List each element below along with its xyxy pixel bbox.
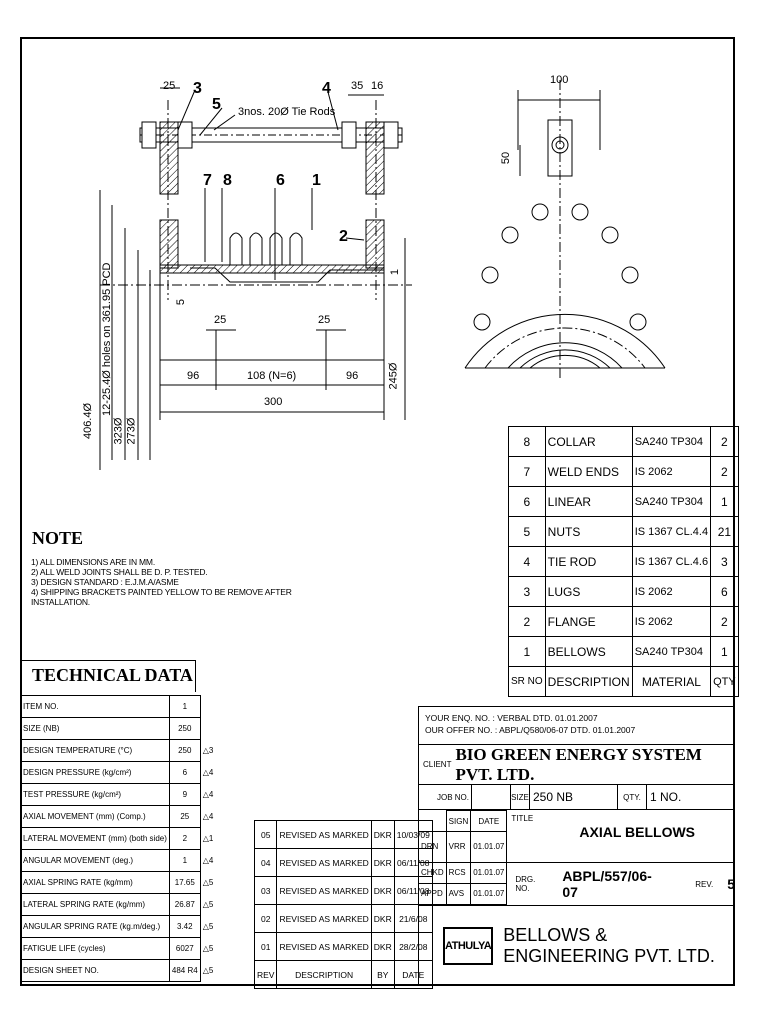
- tech-value: 26.87: [169, 894, 200, 916]
- tie-rods-label: 3nos. 20Ø Tie Rods: [238, 106, 336, 118]
- tech-value: 484 R4: [169, 960, 200, 982]
- table-row: [509, 577, 739, 607]
- table-header-row: [509, 667, 739, 697]
- tech-value: 1: [169, 850, 200, 872]
- dim-273: 273Ø: [125, 417, 138, 445]
- part-qty: 1: [711, 487, 739, 517]
- table-row: [21, 828, 216, 850]
- table-row: [509, 547, 739, 577]
- table-row: [509, 427, 739, 457]
- part-desc: NUTS: [545, 517, 632, 547]
- enquiry-box: [419, 707, 735, 745]
- appd-label: APPD: [419, 883, 446, 904]
- athulya-logo: ATHULYA: [443, 927, 493, 965]
- rev-date: 28/2/08: [394, 933, 432, 961]
- tech-value: 2: [169, 828, 200, 850]
- dim-1: 1: [389, 268, 402, 276]
- table-row: [21, 806, 216, 828]
- drg-number: ABPL/557/06-07: [562, 868, 652, 900]
- tech-label: DESIGN SHEET NO.: [21, 960, 170, 982]
- chkd-label: CHKD: [419, 862, 446, 883]
- title-label: TITLE: [511, 814, 534, 823]
- rev-no: 02: [255, 905, 277, 933]
- tech-label: AXIAL MOVEMENT (mm) (Comp.): [21, 806, 170, 828]
- table-row: [21, 850, 216, 872]
- rev-date: 10/03/09: [394, 821, 432, 849]
- part-material: IS 2062: [632, 607, 710, 637]
- tech-rev-mark: △5: [200, 872, 216, 894]
- drg-row: [507, 863, 735, 905]
- tech-value: 250: [169, 718, 200, 740]
- table-row: [255, 877, 433, 905]
- part-qty: 2: [711, 457, 739, 487]
- part-sr: 8: [509, 427, 546, 457]
- part-desc: COLLAR: [545, 427, 632, 457]
- sign-area: [419, 810, 735, 906]
- tech-value: 1: [169, 696, 200, 718]
- tech-rev-mark: [200, 696, 216, 718]
- part-desc: BELLOWS: [545, 637, 632, 667]
- offer-no: OUR OFFER NO. : ABPL/Q580/06-07 DTD. 01.01.2007: [425, 725, 636, 735]
- job-label: JOB NO.: [419, 785, 472, 809]
- dim-323: 323Ø: [112, 417, 125, 445]
- part-qty: 2: [711, 607, 739, 637]
- chkd-date: 01.01.07: [471, 862, 507, 883]
- tech-rev-mark: △5: [200, 960, 216, 982]
- client-name: BIO GREEN ENERGY SYSTEM PVT. LTD.: [455, 744, 702, 784]
- header-by: BY: [371, 961, 394, 989]
- rev-number: 5: [727, 876, 735, 892]
- sign-header: SIGN: [446, 811, 471, 832]
- dim-25: 25: [163, 80, 176, 92]
- tech-label: FATIGUE LIFE (cycles): [21, 938, 170, 960]
- tech-label: DESIGN TEMPERATURE (°C): [21, 740, 170, 762]
- part-sr: 4: [509, 547, 546, 577]
- part-material: SA240 TP304: [632, 637, 710, 667]
- tech-label: AXIAL SPRING RATE (kg/mm): [21, 872, 170, 894]
- part-qty: 6: [711, 577, 739, 607]
- table-row: [21, 784, 216, 806]
- note-line: 4) SHIPPING BRACKETS PAINTED YELLOW TO BE REMOVE AFTER: [31, 587, 292, 597]
- part-qty: 21: [711, 517, 739, 547]
- tech-rev-mark: △4: [200, 850, 216, 872]
- tech-rev-mark: △1: [200, 828, 216, 850]
- client-box: [419, 745, 735, 785]
- header-sr: SR NO: [509, 667, 546, 697]
- part-desc: FLANGE: [545, 607, 632, 637]
- tech-rev-mark: △5: [200, 916, 216, 938]
- table-row: [21, 872, 216, 894]
- part-qty: 2: [711, 427, 739, 457]
- client-label: CLIENT: [423, 760, 452, 769]
- dim-108: 108 (N=6): [247, 370, 297, 382]
- dim-300: 300: [264, 396, 283, 408]
- dim-35: 35: [351, 80, 364, 92]
- tech-value: 9: [169, 784, 200, 806]
- dim-96-left: 96: [187, 370, 200, 382]
- dim-50: 50: [500, 151, 513, 165]
- rev-no: 03: [255, 877, 277, 905]
- header-qty: QTY: [711, 667, 739, 697]
- table-row: [509, 487, 739, 517]
- table-row: [21, 960, 216, 982]
- note-line: 2) ALL WELD JOINTS SHALL BE D. P. TESTED.: [31, 567, 208, 577]
- part-material: SA240 TP304: [632, 427, 710, 457]
- rev-by: DKR: [371, 821, 394, 849]
- technical-data-table: [20, 695, 216, 982]
- sign-table: [419, 810, 507, 905]
- header-desc: DESCRIPTION: [545, 667, 632, 697]
- flange-outer-arc: [465, 314, 665, 368]
- part-desc: LINEAR: [545, 487, 632, 517]
- rev-label: REV.: [695, 879, 714, 889]
- part-material: IS 1367 CL.4.6: [632, 547, 710, 577]
- balloon-7: 7: [203, 172, 212, 189]
- table-row: [255, 905, 433, 933]
- rev-by: DKR: [371, 933, 394, 961]
- rev-desc: REVISED AS MARKED: [277, 933, 371, 961]
- part-sr: 6: [509, 487, 546, 517]
- title-box: [507, 810, 735, 863]
- tech-rev-mark: [200, 718, 216, 740]
- revision-table: [254, 820, 433, 989]
- dim-holes-pcd: 12-25.4Ø holes on 361.95 PCD: [101, 262, 113, 416]
- tech-label: LATERAL SPRING RATE (kg/mm): [21, 894, 170, 916]
- table-row: [21, 916, 216, 938]
- balloon-6: 6: [276, 172, 285, 189]
- company-name: BELLOWS & ENGINEERING PVT. LTD.: [503, 924, 715, 966]
- tech-label: ANGULAR MOVEMENT (deg.): [21, 850, 170, 872]
- tech-label: LATERAL MOVEMENT (mm) (both side): [21, 828, 170, 850]
- rev-desc: REVISED AS MARKED: [277, 877, 371, 905]
- note-list: [31, 557, 292, 607]
- part-desc: LUGS: [545, 577, 632, 607]
- table-header-row: [255, 961, 433, 989]
- header-material: MATERIAL: [632, 667, 710, 697]
- dim-100: 100: [550, 74, 569, 86]
- dim-16: 16: [371, 80, 384, 92]
- tech-rev-mark: △5: [200, 938, 216, 960]
- note-line: 3) DESIGN STANDARD : E.J.M.A/ASME: [31, 577, 179, 587]
- table-row: [21, 762, 216, 784]
- note-line: INSTALLATION.: [31, 597, 90, 607]
- tech-label: DESIGN PRESSURE (kg/cm²): [21, 762, 170, 784]
- tech-value: 6: [169, 762, 200, 784]
- enquiry-no: YOUR ENQ. NO. : VERBAL DTD. 01.01.2007: [425, 713, 598, 723]
- table-row: [255, 821, 433, 849]
- drn-date: 01.01.07: [471, 832, 507, 863]
- tech-label: ANGULAR SPRING RATE (kg.m/deg.): [21, 916, 170, 938]
- rev-no: 01: [255, 933, 277, 961]
- tech-rev-mark: △5: [200, 894, 216, 916]
- table-row: [509, 637, 739, 667]
- balloon-4: 4: [322, 80, 331, 97]
- balloon-8: 8: [223, 172, 232, 189]
- balloon-2: 2: [339, 228, 348, 245]
- part-qty: 1: [711, 637, 739, 667]
- part-sr: 1: [509, 637, 546, 667]
- dim-406: 406.4Ø: [82, 402, 95, 440]
- appd-sign: AVS: [446, 883, 471, 904]
- tech-rev-mark: △4: [200, 784, 216, 806]
- part-qty: 3: [711, 547, 739, 577]
- appd-date: 01.01.07: [471, 883, 507, 904]
- rev-by: DKR: [371, 905, 394, 933]
- company-row: [419, 906, 735, 985]
- rev-by: DKR: [371, 877, 394, 905]
- chkd-sign: RCS: [446, 862, 471, 883]
- balloon-3: 3: [193, 80, 202, 97]
- rev-desc: REVISED AS MARKED: [277, 849, 371, 877]
- table-row: [21, 696, 216, 718]
- header-date: DATE: [394, 961, 432, 989]
- part-material: IS 2062: [632, 457, 710, 487]
- dim-25-right: 25: [318, 314, 331, 326]
- table-row: [509, 457, 739, 487]
- part-sr: 2: [509, 607, 546, 637]
- table-row: [509, 517, 739, 547]
- date-header: DATE: [471, 811, 507, 832]
- size-label: SIZE: [511, 785, 530, 809]
- table-row: [21, 740, 216, 762]
- part-sr: 3: [509, 577, 546, 607]
- drg-label: DRG. NO.: [515, 875, 536, 893]
- tech-value: 250: [169, 740, 200, 762]
- table-row: [21, 894, 216, 916]
- qty-value: 1 NO.: [650, 790, 682, 804]
- rev-no: 04: [255, 849, 277, 877]
- qty-label: QTY.: [618, 785, 647, 809]
- technical-title-box: [20, 660, 196, 692]
- part-desc: TIE ROD: [545, 547, 632, 577]
- title-block: [418, 706, 735, 986]
- note-title: NOTE: [32, 528, 84, 548]
- table-row: [21, 718, 216, 740]
- balloon-5: 5: [212, 96, 221, 113]
- blank-cell: [419, 811, 446, 832]
- rev-desc: REVISED AS MARKED: [277, 821, 371, 849]
- dim-5: 5: [175, 298, 188, 306]
- tech-label: ITEM NO.: [21, 696, 170, 718]
- dim-25-left: 25: [214, 314, 227, 326]
- technical-title: TECHNICAL DATA: [32, 665, 193, 685]
- dim-96-right: 96: [346, 370, 359, 382]
- drn-label: DRN: [419, 832, 446, 863]
- title-drg-area: [507, 810, 735, 905]
- table-row: [509, 607, 739, 637]
- drn-sign: VRR: [446, 832, 471, 863]
- header-rev: REV: [255, 961, 277, 989]
- size-value: 250 NB: [530, 785, 618, 809]
- tech-value: 6027: [169, 938, 200, 960]
- drawing-title: AXIAL BELLOWS: [579, 824, 696, 840]
- job-row: [419, 785, 735, 810]
- table-row: [255, 933, 433, 961]
- part-material: IS 2062: [632, 577, 710, 607]
- rev-date: 06/11/08: [394, 849, 432, 877]
- table-row: [255, 849, 433, 877]
- parts-list-table: [508, 426, 739, 697]
- tech-rev-mark: △3: [200, 740, 216, 762]
- table-row: [21, 938, 216, 960]
- tech-rev-mark: △4: [200, 806, 216, 828]
- rev-desc: REVISED AS MARKED: [277, 905, 371, 933]
- part-sr: 5: [509, 517, 546, 547]
- part-desc: WELD ENDS: [545, 457, 632, 487]
- tech-rev-mark: △4: [200, 762, 216, 784]
- balloon-1: 1: [312, 172, 321, 189]
- tech-value: 17.65: [169, 872, 200, 894]
- part-material: IS 1367 CL.4.4: [632, 517, 710, 547]
- dim-245: 245Ø: [387, 362, 400, 390]
- note-line: 1) ALL DIMENSIONS ARE IN MM.: [31, 557, 155, 567]
- tech-label: SIZE (NB): [21, 718, 170, 740]
- rev-by: DKR: [371, 849, 394, 877]
- rev-date: 21/6/08: [394, 905, 432, 933]
- part-sr: 7: [509, 457, 546, 487]
- tech-label: TEST PRESSURE (kg/cm²): [21, 784, 170, 806]
- job-no-value: [472, 785, 511, 809]
- tech-value: 25: [169, 806, 200, 828]
- rev-no: 05: [255, 821, 277, 849]
- header-desc: DESCRIPTION: [277, 961, 371, 989]
- part-material: SA240 TP304: [632, 487, 710, 517]
- rev-date: 06/11/08: [394, 877, 432, 905]
- tech-value: 3.42: [169, 916, 200, 938]
